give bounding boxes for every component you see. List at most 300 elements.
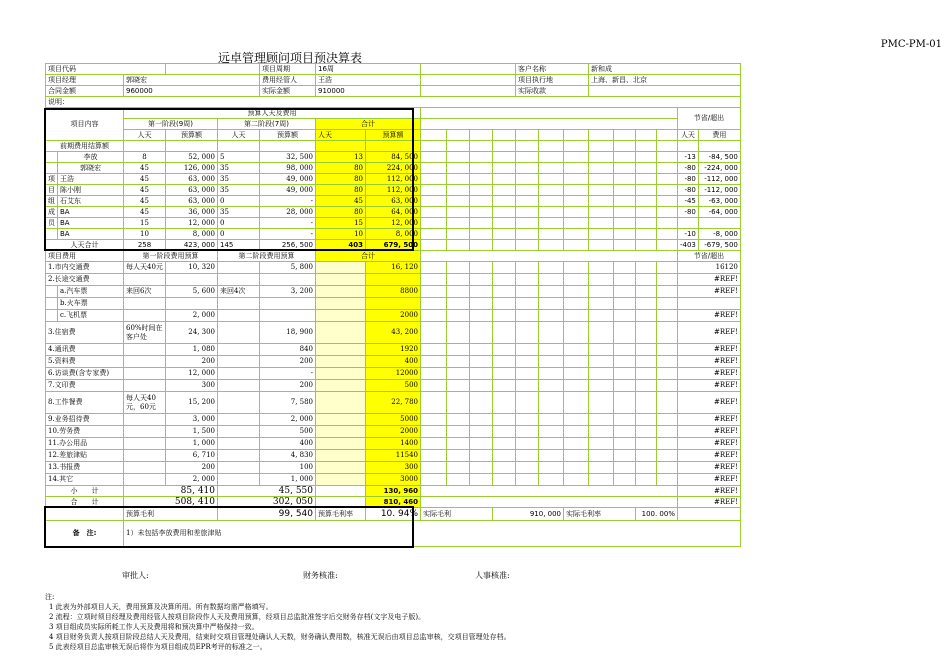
- note-line: 1 此表为外部项目人天，费用预算及决算所用。所有数据均需严格填写。: [49, 603, 273, 611]
- remark-value[interactable]: 1）未包括李放费用和差旅津贴: [124, 521, 741, 547]
- staff-total-label: 人天合计: [46, 240, 124, 251]
- saving-cost: -64, 000: [698, 207, 740, 218]
- expense-row: [46, 462, 741, 474]
- receipt-label: 实际收款: [516, 86, 589, 97]
- phase1-budget[interactable]: 63, 000: [166, 196, 218, 207]
- expense-row: [46, 298, 741, 310]
- expense-note[interactable]: [124, 298, 166, 310]
- expense-saving: #REF!: [678, 474, 741, 486]
- subtotal-p2: 45, 550: [218, 486, 316, 497]
- form-code: PMC-PM-01: [880, 39, 942, 50]
- expense-item: a.汽车票: [58, 286, 124, 298]
- expense-item: 6.访谈费(含专家费): [46, 368, 124, 380]
- page-title: 远卓管理顾问项目预决算表: [218, 51, 363, 65]
- expense-saving: #REF!: [678, 286, 741, 298]
- expense-row: [46, 368, 741, 380]
- phase2-days[interactable]: 0: [218, 196, 260, 207]
- phase1-days[interactable]: 15: [124, 218, 166, 229]
- client-label: 客户名称: [516, 64, 589, 75]
- expense-note[interactable]: [124, 426, 166, 438]
- finance-label: 财务核准:: [303, 571, 338, 580]
- saving-days: -80: [678, 174, 699, 185]
- expense-saving: #REF!: [678, 426, 741, 438]
- expense-item: c.飞机票: [58, 310, 124, 322]
- expense-item: 12.差旅津贴: [46, 450, 124, 462]
- saving-header: 节省/超出: [678, 108, 741, 130]
- expense-total: 5000: [366, 414, 421, 426]
- phase2-budget[interactable]: 32, 500: [260, 152, 316, 163]
- expense-phase2[interactable]: 18, 900: [260, 322, 316, 344]
- actual-value[interactable]: 910000: [316, 86, 421, 97]
- phase1-budget[interactable]: 63, 000: [166, 174, 218, 185]
- total-days: 80: [316, 207, 366, 218]
- staff-name: 郭晓宏: [58, 163, 124, 174]
- saving-cost-total: -679, 500: [698, 240, 740, 251]
- expense-note2[interactable]: [218, 356, 260, 368]
- phase2-budget[interactable]: -: [260, 196, 316, 207]
- expense-note2[interactable]: [218, 438, 260, 450]
- saving-cost: [698, 218, 740, 229]
- expense-row: [46, 414, 741, 426]
- expense-item: 1.市内交通费: [46, 262, 124, 274]
- expense-row: [46, 450, 741, 462]
- expense-total: 400: [366, 356, 421, 368]
- saving-days: -80: [678, 163, 699, 174]
- expense-note2[interactable]: 来回4次: [218, 286, 260, 298]
- expense-note[interactable]: 来回6次: [124, 286, 166, 298]
- expense-phase2[interactable]: 1, 000: [260, 474, 316, 486]
- expense-row: [46, 392, 741, 414]
- expense-phase1[interactable]: 1, 000: [166, 438, 218, 450]
- expense-saving: #REF!: [678, 310, 741, 322]
- expense-total: 3000: [366, 474, 421, 486]
- phase1-days[interactable]: 45: [124, 163, 166, 174]
- expense-phase2[interactable]: 100: [260, 462, 316, 474]
- phase1-days[interactable]: 45: [124, 207, 166, 218]
- expense-phase2[interactable]: 840: [260, 344, 316, 356]
- budget-profit-value: 99, 540: [218, 508, 316, 521]
- expense-item: 14.其它: [46, 474, 124, 486]
- phase1-budget[interactable]: 126, 000: [166, 163, 218, 174]
- expense-item: 8.工作餐费: [46, 392, 124, 414]
- total-days: 80: [316, 185, 366, 196]
- expense-phase1[interactable]: 200: [166, 462, 218, 474]
- expense-total: 12000: [366, 368, 421, 380]
- expense-phase2[interactable]: 2, 000: [260, 414, 316, 426]
- total-header: 合计: [316, 119, 421, 130]
- expense-total: 8800: [366, 286, 421, 298]
- actual-profit-value: 910, 000: [493, 508, 564, 521]
- staff-rows: [46, 152, 741, 251]
- budget-header: 预算额: [366, 130, 421, 141]
- expense-phase2[interactable]: 3, 200: [260, 286, 316, 298]
- expense-saving: [678, 298, 741, 310]
- expense-phase1[interactable]: 6, 710: [166, 450, 218, 462]
- expense-saving: #REF!: [678, 462, 741, 474]
- staff-name: 李放: [58, 152, 124, 163]
- manager-label: 项目经理: [46, 75, 124, 86]
- expense-note[interactable]: [124, 462, 166, 474]
- expense-item-header: 项目费用: [46, 251, 124, 262]
- phase2-budget[interactable]: 98, 000: [260, 163, 316, 174]
- manager-value[interactable]: 郭晓宏: [124, 75, 260, 86]
- phase2-budget[interactable]: 28, 000: [260, 207, 316, 218]
- phase1-budget[interactable]: 63, 000: [166, 185, 218, 196]
- expense-row: [46, 344, 741, 356]
- expense-note2[interactable]: [218, 262, 260, 274]
- phase1-budget-total: 423, 000: [166, 240, 218, 251]
- expense-item: 5.资料费: [46, 356, 124, 368]
- staff-name: 石艾东: [58, 196, 124, 207]
- total-days: 45: [316, 196, 366, 207]
- phase2-days[interactable]: 0: [218, 218, 260, 229]
- expense-phase2[interactable]: 200: [260, 356, 316, 368]
- saving-days: -80: [678, 185, 699, 196]
- phase2-budget[interactable]: 49, 000: [260, 185, 316, 196]
- expense-saving-header: 节省/超出: [678, 251, 741, 262]
- expense-saving: #REF!: [678, 368, 741, 380]
- note-label: 说明：: [46, 97, 741, 108]
- expense-phase1[interactable]: 15, 200: [166, 392, 218, 414]
- expense-item: b.火车票: [58, 298, 124, 310]
- total-days: 15: [316, 218, 366, 229]
- expense-phase2[interactable]: 500: [260, 426, 316, 438]
- notes-title: 注:: [45, 593, 55, 601]
- expense-row: [46, 322, 741, 344]
- phase1-days[interactable]: 45: [124, 185, 166, 196]
- days-header: 人天: [316, 130, 366, 141]
- expense-total: 22, 780: [366, 392, 421, 414]
- expense-note2[interactable]: [218, 322, 260, 344]
- budget-profit-rate-label: 预算毛利率: [316, 508, 366, 521]
- expense-row: [46, 356, 741, 368]
- total-budget: 64, 000: [366, 207, 421, 218]
- saving-cost: -8, 000: [698, 229, 740, 240]
- expense-phase1[interactable]: 10, 320: [166, 262, 218, 274]
- phase1-budget[interactable]: 36, 000: [166, 207, 218, 218]
- actual-label: 实际金额: [260, 86, 316, 97]
- header-row-2: [46, 75, 741, 86]
- group-label: 组: [46, 196, 58, 207]
- expense-row: [46, 380, 741, 392]
- saving-days: -13: [678, 152, 699, 163]
- total-budget: 84, 500: [366, 152, 421, 163]
- expense-phase2[interactable]: 7, 580: [260, 392, 316, 414]
- expense-note2[interactable]: [218, 414, 260, 426]
- staff-row: [46, 163, 741, 174]
- phase1-budget[interactable]: 12, 000: [166, 218, 218, 229]
- saving-days: -45: [678, 196, 699, 207]
- expense-note2[interactable]: [218, 380, 260, 392]
- phase2-days-total: 145: [218, 240, 260, 251]
- expense-saving: #REF!: [678, 356, 741, 368]
- expense-note2[interactable]: [218, 450, 260, 462]
- phase2-days[interactable]: 35: [218, 163, 260, 174]
- phase2-days[interactable]: 5: [218, 152, 260, 163]
- saving-cost: -63, 000: [698, 196, 740, 207]
- phase2-budget-total: 256, 500: [260, 240, 316, 251]
- content-label: 项目内容: [46, 108, 124, 141]
- expense-note[interactable]: [124, 450, 166, 462]
- phase1-days[interactable]: 45: [124, 174, 166, 185]
- phase1-days-total: 258: [124, 240, 166, 251]
- staff-row: [46, 218, 741, 229]
- budget-header: 预算额: [166, 130, 218, 141]
- total-days: 80: [316, 174, 366, 185]
- subtotal-label: 小 计: [46, 486, 124, 497]
- total-budget: 8, 000: [366, 229, 421, 240]
- expense-note2[interactable]: [218, 474, 260, 486]
- phase1-days[interactable]: 45: [124, 196, 166, 207]
- expense-saving: #REF!: [678, 380, 741, 392]
- expense-total: 43, 200: [366, 322, 421, 344]
- remark-label: 备 注:: [46, 521, 124, 547]
- expense-phase2[interactable]: [260, 274, 316, 286]
- project-period-value[interactable]: 16周: [316, 64, 421, 75]
- phase1-header: 第一阶段(9周): [124, 119, 218, 130]
- total-days: 10: [316, 229, 366, 240]
- grand-total-label: 合 计: [46, 497, 124, 508]
- expense-note2[interactable]: [218, 392, 260, 414]
- phase1-budget-header: 第一阶段费用预算: [124, 251, 218, 262]
- expense-note[interactable]: [124, 274, 166, 286]
- expense-phase1[interactable]: 300: [166, 380, 218, 392]
- saving-days: -80: [678, 207, 699, 218]
- phase2-days[interactable]: 35: [218, 174, 260, 185]
- expense-saving: #REF!: [678, 414, 741, 426]
- expense-phase1[interactable]: 2, 000: [166, 310, 218, 322]
- expense-total: 300: [366, 462, 421, 474]
- staff-total-row: [46, 240, 741, 251]
- total-days: 13: [316, 152, 366, 163]
- phase1-budget[interactable]: 8, 000: [166, 229, 218, 240]
- budget-grand-total: 679, 500: [366, 240, 421, 251]
- expense-phase1[interactable]: [166, 298, 218, 310]
- expense-note2[interactable]: [218, 462, 260, 474]
- expense-note[interactable]: 每人天40元，60元: [124, 392, 166, 414]
- saving-days: [678, 218, 699, 229]
- expense-total: 2000: [366, 310, 421, 322]
- note-line: 5 此表经项目总监审核无误后将作为项目组成员EPR考评的标准之一。: [49, 643, 267, 651]
- actual-profit-label: 实际毛利: [421, 508, 493, 521]
- expense-phase1[interactable]: 12, 000: [166, 368, 218, 380]
- expense-row: [46, 310, 741, 322]
- expense-phase1[interactable]: 2, 000: [166, 474, 218, 486]
- expense-manager-value[interactable]: 王浩: [316, 75, 421, 86]
- expense-note2[interactable]: [218, 426, 260, 438]
- days-grand-total: 403: [316, 240, 366, 251]
- grand-p2: 302, 050: [218, 497, 316, 508]
- expense-phase2[interactable]: [260, 310, 316, 322]
- expense-item: 11.办公用品: [46, 438, 124, 450]
- project-period-label: 项目周期: [260, 64, 316, 75]
- saving-cost: -112, 000: [698, 185, 740, 196]
- phase1-days[interactable]: 8: [124, 152, 166, 163]
- expense-manager-label: 费用经管人: [260, 75, 316, 86]
- expense-saving: #REF!: [678, 274, 741, 286]
- expense-note[interactable]: [124, 380, 166, 392]
- expense-item: 4.通讯费: [46, 344, 124, 356]
- total-budget: 63, 000: [366, 196, 421, 207]
- expense-phase1[interactable]: [166, 274, 218, 286]
- note-line: 2 流程：立项时须目经理及费用经管人按项目阶段作人天及费用预算，经项目总监批准签字后交财务存档(文字及电子版)。: [49, 613, 426, 621]
- expense-note2[interactable]: [218, 298, 260, 310]
- expense-note2[interactable]: [218, 368, 260, 380]
- expense-note[interactable]: [124, 414, 166, 426]
- expense-note2[interactable]: [218, 310, 260, 322]
- expense-note[interactable]: [124, 474, 166, 486]
- expense-phase1[interactable]: 24, 300: [166, 322, 218, 344]
- group-label: 员: [46, 218, 58, 229]
- notes: [45, 592, 511, 652]
- expense-item: 3.住宿费: [46, 322, 124, 344]
- group-label: 成: [46, 207, 58, 218]
- staff-name: BA: [58, 229, 124, 240]
- expense-total: 500: [366, 380, 421, 392]
- location-value[interactable]: 上海、新昌、北京: [589, 75, 741, 86]
- expense-row: [46, 474, 741, 486]
- expense-saving: #REF!: [678, 450, 741, 462]
- expense-total: 2000: [366, 426, 421, 438]
- expense-item: 13.书报费: [46, 462, 124, 474]
- phase2-days[interactable]: 35: [218, 185, 260, 196]
- expense-phase2[interactable]: 400: [260, 438, 316, 450]
- expense-total: 16, 120: [366, 262, 421, 274]
- phase1-days[interactable]: 10: [124, 229, 166, 240]
- contract-value[interactable]: 960000: [124, 86, 260, 97]
- budget-sheet: [45, 63, 741, 547]
- header-row-1: [46, 64, 741, 75]
- expense-phase2[interactable]: [260, 298, 316, 310]
- budget-profit-rate: 10. 94%: [366, 508, 421, 521]
- expense-total: [366, 274, 421, 286]
- contract-label: 合同金额: [46, 86, 124, 97]
- expense-phase1[interactable]: 3, 000: [166, 414, 218, 426]
- total-budget: 12, 000: [366, 218, 421, 229]
- expense-row: [46, 426, 741, 438]
- total-budget: 112, 000: [366, 185, 421, 196]
- prev-settlement-label: 前期费用结算额: [46, 141, 124, 152]
- expense-row: [46, 274, 741, 286]
- expense-total: 1920: [366, 344, 421, 356]
- phase2-budget[interactable]: -: [260, 229, 316, 240]
- budget-days-header: 预算人天及费用: [124, 108, 421, 119]
- phase2-budget-header: 第二阶段费用预算: [218, 251, 316, 262]
- group-label: 项: [46, 174, 58, 185]
- location-label: 项目执行地: [516, 75, 589, 86]
- subtotal-total: 130, 960: [366, 486, 421, 497]
- grand-total: 810, 460: [366, 497, 421, 508]
- staff-row: [46, 196, 741, 207]
- expense-item: 7.文印费: [46, 380, 124, 392]
- total-budget: 224, 000: [366, 163, 421, 174]
- phase2-header: 第二阶段(7周): [218, 119, 316, 130]
- phase2-days[interactable]: 35: [218, 207, 260, 218]
- expense-total: 1400: [366, 438, 421, 450]
- expense-total: [366, 298, 421, 310]
- expense-note[interactable]: [124, 310, 166, 322]
- hr-label: 人事核准:: [475, 571, 510, 580]
- group-label: 目: [46, 185, 58, 196]
- expense-note[interactable]: [124, 356, 166, 368]
- phase2-days[interactable]: 0: [218, 229, 260, 240]
- expense-phase2[interactable]: -: [260, 368, 316, 380]
- expense-note[interactable]: 每人天40元: [124, 262, 166, 274]
- expense-note[interactable]: [124, 438, 166, 450]
- saving-cost: -84, 500: [698, 152, 740, 163]
- saving-days-total: -403: [678, 240, 699, 251]
- expense-saving: 16120: [678, 262, 741, 274]
- expense-saving: #REF!: [678, 438, 741, 450]
- expense-rows: [46, 262, 741, 486]
- expense-phase1[interactable]: 200: [166, 356, 218, 368]
- expense-total-header: 合计: [316, 251, 421, 262]
- approver-label: 审批人:: [122, 571, 149, 580]
- staff-row: [46, 229, 741, 240]
- subtotal-saving: #REF!: [678, 486, 741, 497]
- expense-item: 10.劳务费: [46, 426, 124, 438]
- expense-total: 11540: [366, 450, 421, 462]
- phase2-budget[interactable]: -: [260, 218, 316, 229]
- note-row: [46, 97, 741, 108]
- expense-row: [46, 438, 741, 450]
- staff-name: BA: [58, 218, 124, 229]
- staff-row: [46, 152, 741, 163]
- staff-row: [46, 185, 741, 196]
- expense-note2[interactable]: [218, 274, 260, 286]
- total-days: 80: [316, 163, 366, 174]
- expense-phase1[interactable]: 1, 080: [166, 344, 218, 356]
- expense-phase1[interactable]: 5, 600: [166, 286, 218, 298]
- grand-p1: 508, 410: [124, 497, 218, 508]
- expense-note[interactable]: 60%时间在客户处: [124, 322, 166, 344]
- staff-row: [46, 207, 741, 218]
- header-row-3: [46, 86, 741, 97]
- expense-item: 9.业务招待费: [46, 414, 124, 426]
- receipt-value[interactable]: [589, 86, 741, 97]
- staff-row: [46, 174, 741, 185]
- actual-profit-rate-label: 实际毛利率: [564, 508, 636, 521]
- expense-phase2[interactable]: 200: [260, 380, 316, 392]
- expense-saving: #REF!: [678, 322, 741, 344]
- phase2-budget[interactable]: 49, 000: [260, 174, 316, 185]
- expense-note2[interactable]: [218, 344, 260, 356]
- expense-phase2[interactable]: 5, 800: [260, 262, 316, 274]
- client-value[interactable]: 新和成: [589, 64, 741, 75]
- expense-note[interactable]: [124, 344, 166, 356]
- expense-phase2[interactable]: 4, 830: [260, 450, 316, 462]
- note-line: 4 项目财务负责人按项目阶段总结人天及费用，结束时交项目管理处确认人天数，财务确认费用数，核准无误后由项目总监审核，交项目管理处存档。: [49, 633, 511, 641]
- expense-row: [46, 286, 741, 298]
- expense-saving: #REF!: [678, 344, 741, 356]
- actual-profit-rate: 100. 00%: [636, 508, 678, 521]
- saving-days: -10: [678, 229, 699, 240]
- days-header: 人天: [678, 130, 699, 141]
- expense-saving: #REF!: [678, 392, 741, 414]
- expense-note[interactable]: [124, 368, 166, 380]
- days-header: 人天: [124, 130, 166, 141]
- subtotal-p1: 85, 410: [124, 486, 218, 497]
- note-line: 3 项目组成员实际所耗工作人天及费用将和预决算中严格保持一致。: [49, 623, 259, 631]
- saving-cost: -224, 000: [698, 163, 740, 174]
- saving-cost: -112, 000: [698, 174, 740, 185]
- total-budget: 112, 000: [366, 174, 421, 185]
- phase1-budget[interactable]: 52, 000: [166, 152, 218, 163]
- staff-name: 王浩: [58, 174, 124, 185]
- days-header: 人天: [218, 130, 260, 141]
- expense-item: 2.长途交通费: [46, 274, 124, 286]
- expense-phase1[interactable]: 1, 500: [166, 426, 218, 438]
